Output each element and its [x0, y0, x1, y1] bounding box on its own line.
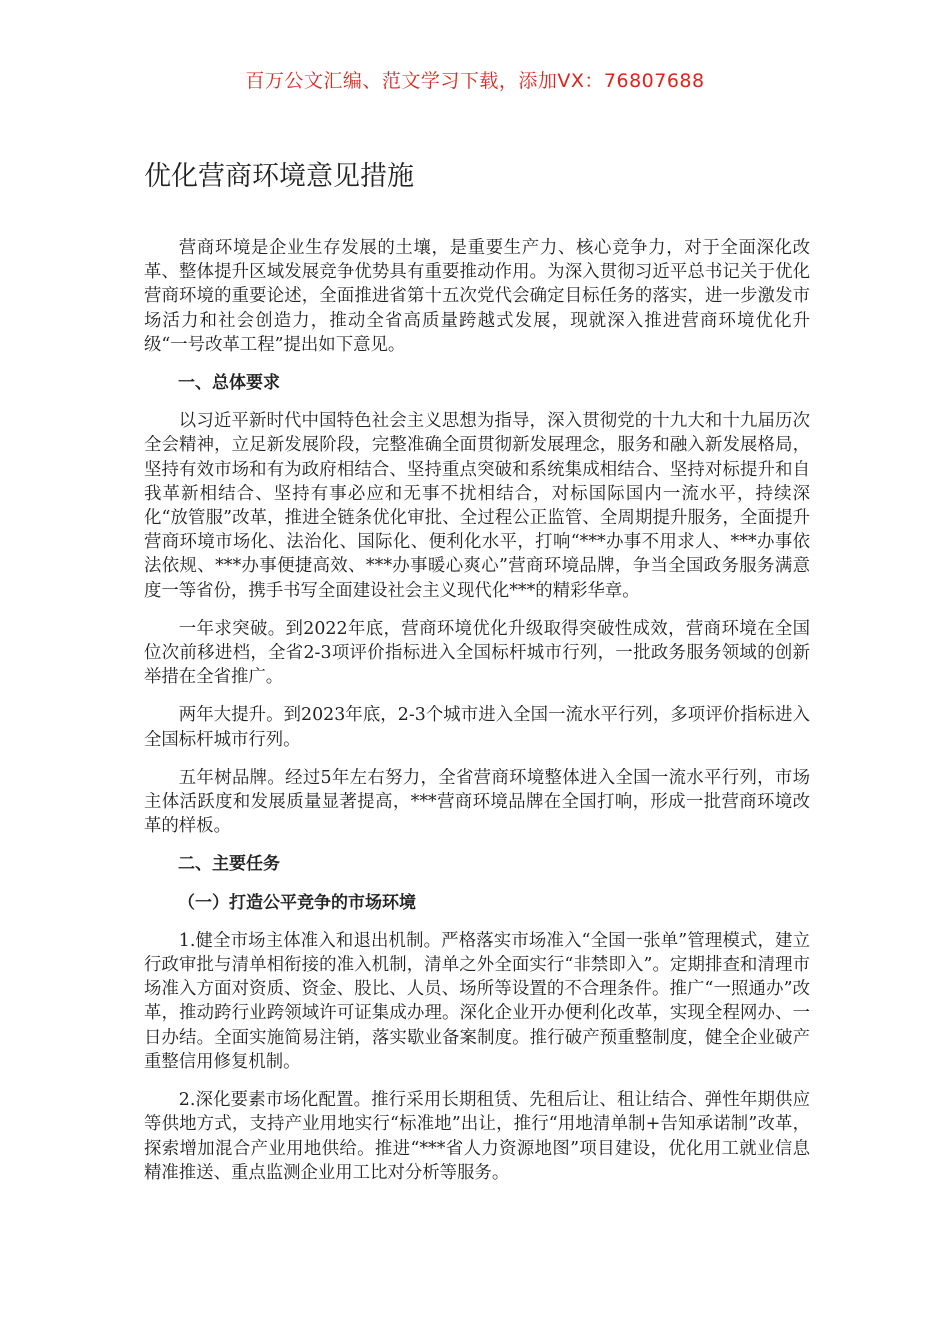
goal-two-year-paragraph: 两年大提升。到2023年底，2-3个城市进入全国一流水平行列，多项评价指标进入全国标杆城市行列。 [144, 705, 810, 750]
document-title: 优化营商环境意见措施 [144, 161, 414, 192]
subsection-heading-market: （一）打造公平竞争的市场环境 [178, 892, 416, 913]
promo-banner: 百万公文汇编、范文学习下载，添加VX：76807688 [245, 70, 705, 92]
section-heading-general: 一、总体要求 [178, 373, 280, 394]
general-requirements-paragraph: 以习近平新时代中国特色社会主义思想为指导，深入贯彻党的十九大和十九届历次全会精神，立足新发展阶段，完整准确全面贯彻新发展理念，服务和融入新发展格局，坚持有效市场和有为政府相结合、坚持重点突破和系统集成相结合、坚持对标提升和自我革新相结合、坚持有事必应和无事不扰相结合，对标国际国内一流水平，持续深化“放管服”改革，推进全链条优化审批、全过程公正监管、全周期提升服务，全面提升营商环境市场化、法治化、国际化、便利化水平，打响“***办事不用求人、***办事依法依规、***办事便捷高效、***办事暖心爽心”营商环境品牌，争当全国政务服务满意度一等省份，携手书写全面建设社会主义现代化***的精彩华章。 [144, 411, 810, 601]
task-1-paragraph: 1.健全市场主体准入和退出机制。严格落实市场准入“全国一张单”管理模式，建立行政审批与清单相衔接的准入机制，清单之外全面实行“非禁即入”。定期排查和清理市场准入方面对资质、资金、股比、人员、场所等设置的不合理条件。推广“一照通办”改革，推动跨行业跨领域许可证集成办理。深化企业开办便利化改革，实现全程网办、一日办结。全面实施简易注销，落实歇业备案制度。推行破产预重整制度，健全企业破产重整信用修复机制。 [144, 930, 810, 1072]
goal-one-year-paragraph: 一年求突破。到2022年底，营商环境优化升级取得突破性成效，营商环境在全国位次前移进档，全省2-3项评价指标进入全国标杆城市行列，一批政务服务领域的创新举措在全省推广。 [144, 618, 810, 688]
intro-paragraph: 营商环境是企业生存发展的土壤，是重要生产力、核心竞争力，对于全面深化改革、整体提升区域发展竞争优势具有重要推动作用。为深入贯彻习近平总书记关于优化营商环境的重要论述，全面推进省第十五次党代会确定目标任务的落实，进一步激发市场活力和社会创造力，推动全省高质量跨越式发展，现就深入推进营商环境优化升级“一号改革工程”提出如下意见。 [144, 238, 810, 355]
task-2-paragraph: 2.深化要素市场化配置。推行采用长期租赁、先租后让、租让结合、弹性年期供应等供地方式，支持产业用地实行“标准地”出让，推行“用地清单制+告知承诺制”改革，探索增加混合产业用地供给。推进“***省人力资源地图”项目建设，优化用工就业信息精准推送、重点监测企业用工比对分析等服务。 [144, 1090, 810, 1183]
document-body [144, 236, 810, 1199]
goal-five-year-paragraph: 五年树品牌。经过5年左右努力，全省营商环境整体进入全国一流水平行列，市场主体活跃度和发展质量显著提高，***营商环境品牌在全国打响，形成一批营商环境改革的样板。 [144, 767, 810, 837]
section-heading-tasks: 二、主要任务 [178, 854, 280, 875]
